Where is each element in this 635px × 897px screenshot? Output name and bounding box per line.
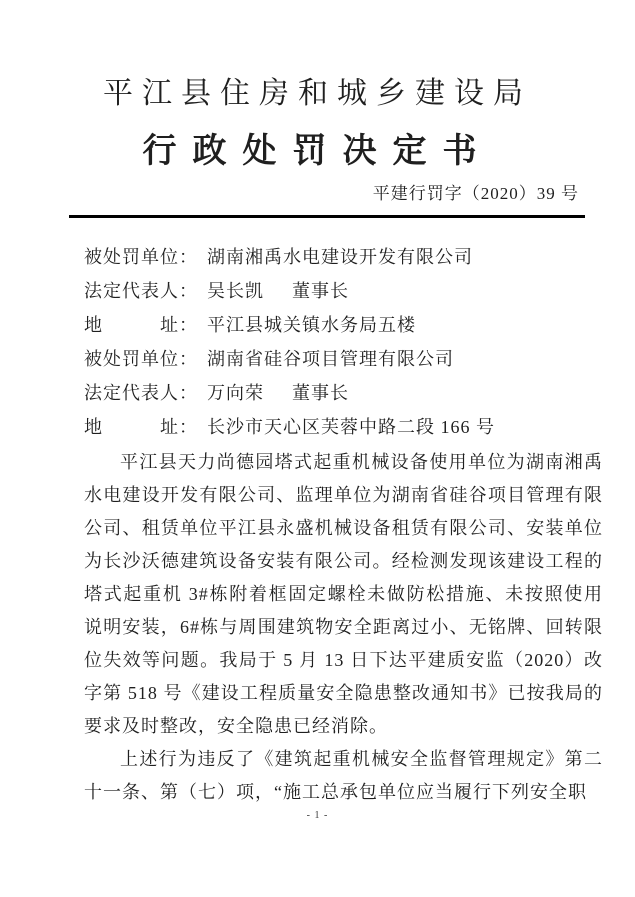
info-person-title: 董事长 <box>292 383 349 403</box>
org-title: 平江县住房和城乡建设局 <box>103 77 532 110</box>
header-separator-rule <box>69 215 585 218</box>
info-line-address-1 <box>84 308 603 342</box>
info-label: 被处罚单位： <box>84 247 198 267</box>
info-value: 湖南省硅谷项目管理有限公司 <box>207 349 454 369</box>
doc-number: 平建行罚字（2020）39 号 <box>372 184 579 203</box>
info-line-penalized-unit-1 <box>84 240 603 274</box>
info-value: 平江县城关镇水务局五楼 <box>207 315 416 335</box>
info-line-legal-rep-2 <box>84 376 603 410</box>
info-label: 被处罚单位： <box>84 349 198 369</box>
info-line-legal-rep-1 <box>84 274 603 308</box>
info-value: 湖南湘禹水电建设开发有限公司 <box>207 247 473 267</box>
body-paragraphs <box>84 446 603 809</box>
paragraph-findings: 平江县天力尚德园塔式起重机械设备使用单位为湖南湘禹水电建设开发有限公司、监理单位为湖南省硅谷项目管理有限公司、租赁单位平江县永盛机械设备租赁有限公司、安装单位为长沙沃德建筑设备安装有限公司。经检测发现该建设工程的塔式起重机 3#栋附着框固定螺栓未做防松措施、未按照使用说明安装，6#栋与周围建筑物安全距离过小、无铭牌、回转限位失效等问题。我局于 5 月 13 日下达平建质安监（2020）改字第 518 号《建设工程质量安全隐患整改通知书》已按我局的要求及时整改，安全隐患已经消除。 <box>84 452 603 736</box>
info-value: 长沙市天心区芙蓉中路二段 166 号 <box>207 417 495 437</box>
page-number: - 1 - <box>306 810 329 821</box>
info-label: 法定代表人： <box>84 383 198 403</box>
penalized-parties-section <box>84 240 603 444</box>
info-label: 法定代表人： <box>84 281 198 301</box>
info-person-title: 董事长 <box>292 281 349 301</box>
info-value: 吴长凯 <box>207 281 264 301</box>
info-value: 万向荣 <box>207 383 264 403</box>
info-label: 地 址： <box>84 315 198 335</box>
info-line-penalized-unit-2 <box>84 342 603 376</box>
paragraph-violation: 上述行为违反了《建筑起重机械安全监督管理规定》第二十一条、第（七）项，“施工总承包单位应当履行下列安全职 <box>84 749 603 802</box>
info-label: 地 址： <box>84 417 198 437</box>
document-body <box>84 240 603 809</box>
info-line-address-2 <box>84 410 603 444</box>
doc-title: 行政处罚决定书 <box>142 133 493 170</box>
